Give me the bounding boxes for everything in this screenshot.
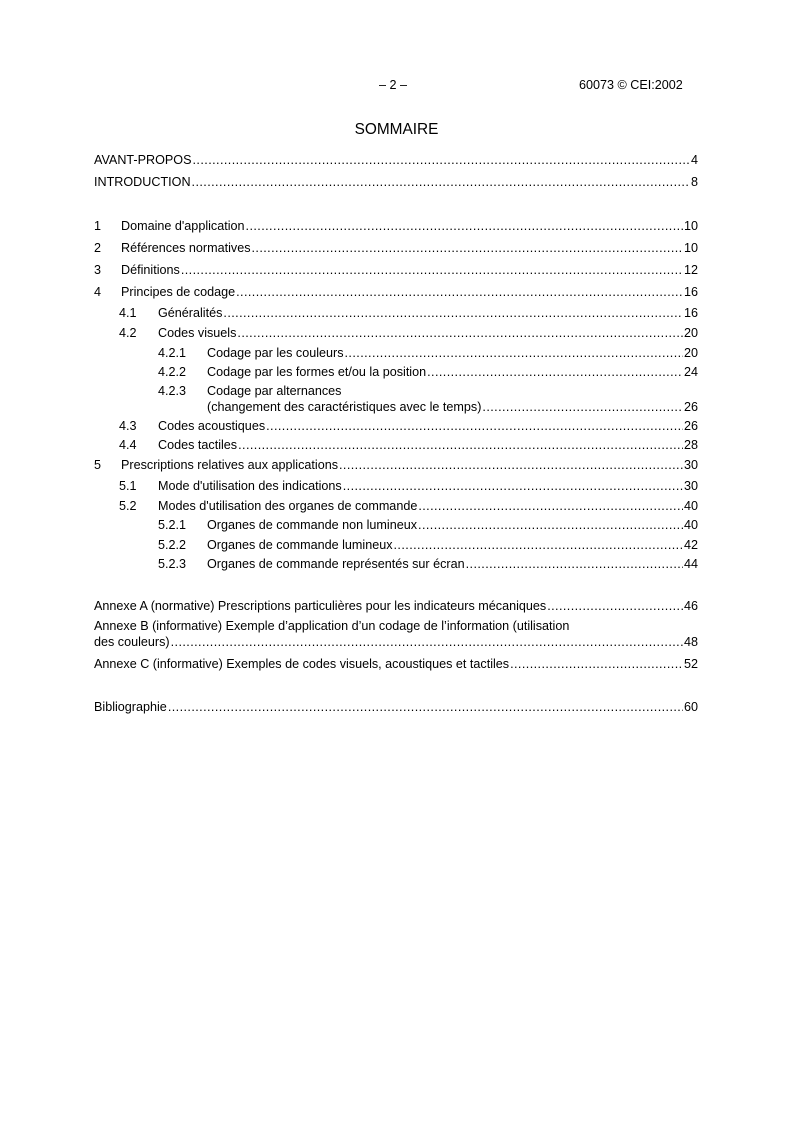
dot-leader (394, 537, 683, 553)
toc-number: 4.2.1 (158, 346, 187, 360)
dot-leader (466, 556, 683, 572)
toc-entry-5-2-2[interactable] (94, 537, 698, 553)
toc-page-number: 24 (683, 365, 698, 379)
dot-leader (343, 478, 683, 494)
toc-page-number: 16 (683, 285, 698, 299)
toc-entry-4-4[interactable] (94, 437, 698, 453)
toc-entry-text: Codes visuels (158, 326, 237, 340)
toc-page-number: 42 (683, 538, 698, 552)
toc-page-number: 60 (683, 700, 698, 714)
toc-page-number: 48 (683, 635, 698, 649)
dot-leader (236, 284, 683, 300)
toc-number: 2 (94, 241, 102, 255)
toc-entry-avant-propos[interactable] (94, 152, 698, 168)
toc-page-number: 30 (683, 479, 698, 493)
toc-entry-text: Bibliographie (94, 700, 167, 714)
toc-page-number: 44 (683, 557, 698, 571)
toc-entry-4-2-3[interactable] (94, 399, 698, 415)
toc-entry-introduction[interactable] (94, 174, 698, 190)
toc-entry-text: INTRODUCTION (94, 175, 191, 189)
toc-entry-4-3[interactable] (94, 418, 698, 434)
toc-entry-annexe-a[interactable] (94, 598, 698, 614)
toc-page-number: 12 (683, 263, 698, 277)
toc-entry-text: Codage par les couleurs (207, 346, 344, 360)
toc-entry-4-2[interactable] (94, 325, 698, 341)
toc-number: 5.1 (119, 479, 137, 493)
toc-entry-text: Prescriptions relatives aux applications (121, 458, 338, 472)
dot-leader (181, 262, 683, 278)
toc-number: 5.2.3 (158, 557, 187, 571)
toc-number: 4.2.3 (158, 384, 187, 398)
toc-entry-5-1[interactable] (94, 478, 698, 494)
toc-number: 1 (94, 219, 102, 233)
toc-number: 4.2 (119, 326, 137, 340)
toc-entry-text: Organes de commande lumineux (207, 538, 393, 552)
toc-entry-annexe-b[interactable] (94, 634, 698, 650)
dot-leader (171, 634, 683, 650)
dot-leader (237, 325, 683, 341)
dot-leader (246, 218, 683, 234)
toc-page-number: 10 (683, 241, 698, 255)
dot-leader (192, 174, 690, 190)
toc-entry-text: Références normatives (121, 241, 251, 255)
toc-entry-4-2-1[interactable] (94, 345, 698, 361)
toc-page-number: 40 (683, 499, 698, 513)
toc-entry-3[interactable] (94, 262, 698, 278)
dot-leader (418, 498, 683, 514)
toc-entry-text: Annexe A (normative) Prescriptions particulières pour les indicateurs mécaniques (94, 599, 547, 613)
toc-entry-text: Codage par les formes et/ou la position (207, 365, 427, 379)
toc-entry-5[interactable] (94, 457, 698, 473)
toc-page-number: 26 (683, 419, 698, 433)
toc-entry-text: AVANT-PROPOS (94, 153, 192, 167)
toc-page-number: 10 (683, 219, 698, 233)
dot-leader (547, 598, 683, 614)
toc-entry-text: Définitions (121, 263, 180, 277)
toc-entry-4-1[interactable] (94, 305, 698, 321)
page-number: – 2 – (379, 78, 408, 92)
toc-number: 5.2 (119, 499, 137, 513)
dot-leader (266, 418, 683, 434)
dot-leader (238, 437, 683, 453)
toc-page-number: 26 (683, 400, 698, 414)
toc-page-number: 4 (690, 153, 698, 167)
toc-entry-bibliographie[interactable] (94, 699, 698, 715)
toc-entry-4[interactable] (94, 284, 698, 300)
dot-leader (168, 699, 683, 715)
toc-entry-text: Mode d'utilisation des indications (158, 479, 342, 493)
dot-leader (223, 305, 683, 321)
dot-leader (418, 517, 683, 533)
toc-number: 5.2.1 (158, 518, 187, 532)
dot-leader (193, 152, 690, 168)
dot-leader (339, 457, 683, 473)
toc-entry-text: Annexe C (informative) Exemples de codes visuels, acoustiques et tactiles (94, 657, 510, 671)
toc-number: 4.4 (119, 438, 137, 452)
toc-entry-text: Organes de commande non lumineux (207, 518, 418, 532)
toc-entry-text-line1: Codage par alternances (207, 384, 342, 398)
toc-entry-text-line1: Annexe B (informative) Exemple d’application d’un codage de l’information (utilisation (94, 619, 570, 633)
document-reference: 60073 © CEI:2002 (579, 78, 683, 92)
toc-entry-text: Principes de codage (121, 285, 236, 299)
page-title: SOMMAIRE (354, 121, 439, 138)
toc-page-number: 20 (683, 346, 698, 360)
toc-entry-5-2[interactable] (94, 498, 698, 514)
dot-leader (510, 656, 683, 672)
toc-page-number: 30 (683, 458, 698, 472)
toc-number: 4.3 (119, 419, 137, 433)
dot-leader (427, 364, 683, 380)
toc-number: 3 (94, 263, 102, 277)
toc-entry-text: Organes de commande représentés sur écran (207, 557, 465, 571)
toc-entry-2[interactable] (94, 240, 698, 256)
toc-entry-5-2-1[interactable] (94, 517, 698, 533)
toc-page-number: 46 (683, 599, 698, 613)
toc-page-number: 16 (683, 306, 698, 320)
dot-leader (482, 399, 683, 415)
toc-page-number: 28 (683, 438, 698, 452)
toc-page-number: 40 (683, 518, 698, 532)
toc-page-number: 52 (683, 657, 698, 671)
toc-number: 4 (94, 285, 102, 299)
toc-number: 4.2.2 (158, 365, 187, 379)
dot-leader (345, 345, 683, 361)
toc-page-number: 20 (683, 326, 698, 340)
toc-page-number: 8 (690, 175, 698, 189)
toc-entry-annexe-c[interactable] (94, 656, 698, 672)
toc-entry-text: des couleurs) (94, 635, 170, 649)
dot-leader (252, 240, 683, 256)
toc-entry-text: Codes tactiles (158, 438, 238, 452)
toc-entry-4-2-2[interactable] (94, 364, 698, 380)
toc-entry-text: Codes acoustiques (158, 419, 266, 433)
toc-entry-text: Domaine d'application (121, 219, 245, 233)
toc-entry-text: (changement des caractéristiques avec le temps) (207, 400, 482, 414)
toc-entry-5-2-3[interactable] (94, 556, 698, 572)
toc-entry-1[interactable] (94, 218, 698, 234)
toc-number: 4.1 (119, 306, 137, 320)
toc-number: 5 (94, 458, 102, 472)
toc-entry-text: Modes d'utilisation des organes de commande (158, 499, 418, 513)
toc-number: 5.2.2 (158, 538, 187, 552)
toc-entry-text: Généralités (158, 306, 223, 320)
